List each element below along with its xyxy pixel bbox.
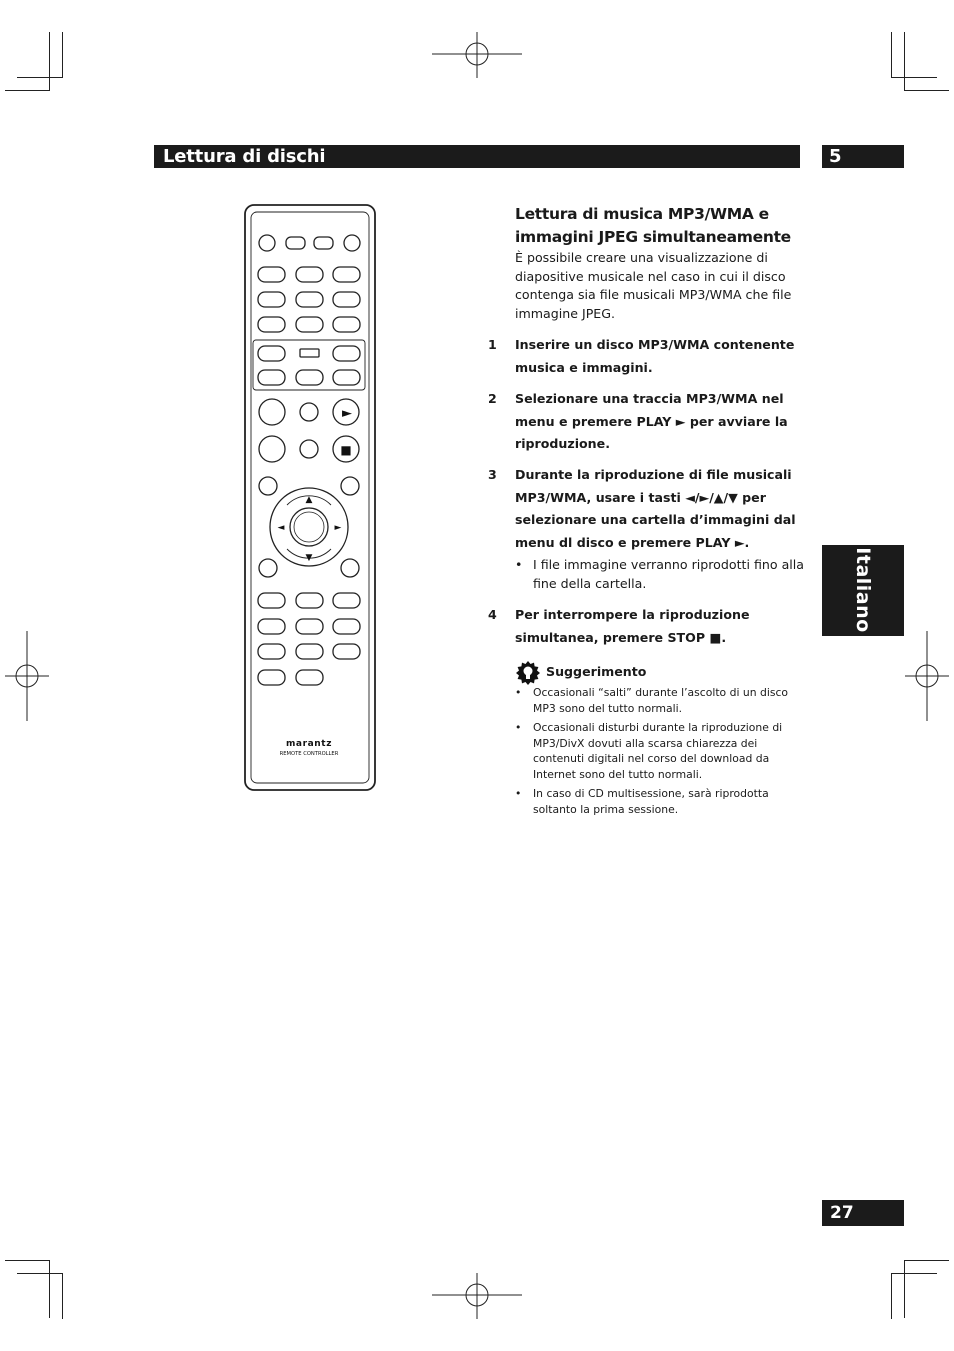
language-label: Italiano [852, 547, 874, 633]
step-number: 1 [488, 337, 497, 352]
remote-button [296, 370, 323, 385]
page-number: 27 [830, 1203, 854, 1223]
remote-small-button [314, 237, 333, 249]
tip-text: Occasionali disturbi durante la riproduzione di MP3/DivX dovuti alla scarsa chiarezza dei contenuti digitali nel corso del download da Internet sono del tutto normali. [533, 721, 783, 781]
registration-mark-bottom [430, 1272, 524, 1322]
remote-round-button [341, 559, 359, 577]
remote-arrow-up-icon: ▲ [305, 495, 313, 505]
remote-button [296, 317, 323, 332]
step-text: Durante la riproduzione di file musicali MP3/WMA, usare i tasti ◄/►/▲/▼ per selezionare una cartella d’immagini dal menu dl disco e premere PLAY ►. [515, 467, 796, 550]
remote-button [333, 619, 360, 634]
language-tab-label [822, 545, 904, 636]
remote-button [258, 670, 285, 685]
remote-button [296, 670, 323, 685]
remote-button [296, 292, 323, 307]
remote-button [333, 292, 360, 307]
lightbulb-icon [516, 661, 540, 685]
remote-brand-logo: marantz [285, 739, 333, 749]
remote-play-symbol: ► [342, 406, 352, 421]
remote-button [258, 644, 285, 659]
tip-text: Occasionali “salti” durante l’ascolto di un disco MP3 sono del tutto normali. [533, 686, 789, 715]
crop-mark [49, 1260, 50, 1318]
remote-arrow-down-icon: ▼ [305, 553, 313, 563]
step-number: 3 [488, 467, 497, 482]
crop-mark [62, 1273, 63, 1319]
crop-mark [17, 1273, 63, 1274]
chapter-number: 5 [829, 146, 842, 167]
crop-mark [62, 32, 63, 78]
tip-title: Suggerimento [546, 664, 647, 679]
remote-small-button [286, 237, 305, 249]
crop-mark [904, 32, 905, 90]
registration-mark-right [904, 630, 950, 722]
remote-button [258, 619, 285, 634]
step-text: Selezionare una traccia MP3/WMA nel menu e premere PLAY ► per avviare la riproduzione. [515, 391, 788, 451]
step-number: 4 [488, 607, 497, 622]
remote-button [296, 267, 323, 282]
crop-mark [891, 77, 937, 78]
crop-mark [49, 32, 50, 90]
remote-button [333, 267, 360, 282]
crop-mark [891, 32, 892, 78]
remote-button [296, 644, 323, 659]
remote-button [258, 593, 285, 608]
remote-round-button [259, 477, 277, 495]
remote-button [333, 644, 360, 659]
tip-text: In caso di CD multisessione, sarà riprodotta soltanto la prima sessione. [533, 787, 769, 816]
remote-round-button [259, 235, 275, 251]
bullet-symbol: • [515, 686, 522, 699]
bullet-symbol: • [515, 557, 523, 572]
intro-paragraph: È possibile creare una visualizzazione di diapositive musicale nel caso in cui il disco contenga sia file musicali MP3/WMA che file immagine JPEG. [515, 250, 792, 321]
remote-round-button [344, 235, 360, 251]
remote-round-button [259, 559, 277, 577]
remote-button [258, 292, 285, 307]
registration-mark-top [430, 30, 524, 80]
bullet-symbol: • [515, 721, 522, 734]
crop-mark [5, 1260, 50, 1261]
step-text: Per interrompere la riproduzione simultanea, premere STOP ■. [515, 607, 750, 645]
bullet-symbol: • [515, 787, 522, 800]
remote-enter-button [290, 508, 328, 546]
remote-button [296, 593, 323, 608]
registration-mark-left [4, 630, 50, 722]
remote-button [258, 346, 285, 361]
remote-arrow-left-icon: ◄ [277, 523, 285, 533]
step-text: Inserire un disco MP3/WMA contenente musica e immagini. [515, 337, 795, 375]
remote-button [300, 349, 319, 357]
remote-button [333, 593, 360, 608]
remote-button [333, 317, 360, 332]
remote-round-button [300, 440, 318, 458]
crop-mark [904, 1260, 905, 1318]
crop-mark [904, 90, 949, 91]
crop-mark [891, 1273, 892, 1319]
remote-control-illustration [240, 200, 380, 796]
article-title: Lettura di musica MP3/WMA e immagini JPEG simultaneamente [515, 205, 791, 246]
remote-arrow-right-icon: ► [334, 523, 342, 533]
remote-button [258, 267, 285, 282]
remote-button [258, 317, 285, 332]
remote-button [258, 370, 285, 385]
section-title: Lettura di dischi [163, 146, 326, 167]
remote-round-button [259, 399, 285, 425]
crop-mark [5, 90, 50, 91]
remote-button [333, 346, 360, 361]
remote-round-button [300, 403, 318, 421]
step-number: 2 [488, 391, 497, 406]
crop-mark [17, 77, 63, 78]
remote-button [296, 619, 323, 634]
remote-caption: REMOTE CONTROLLER [279, 751, 339, 757]
remote-button [333, 370, 360, 385]
remote-stop-symbol: ■ [340, 443, 352, 457]
crop-mark [891, 1273, 937, 1274]
crop-mark [904, 1260, 949, 1261]
remote-round-button [341, 477, 359, 495]
bullet-text: I file immagine verranno riprodotti fino alla fine della cartella. [533, 557, 805, 591]
remote-round-button [259, 436, 285, 462]
